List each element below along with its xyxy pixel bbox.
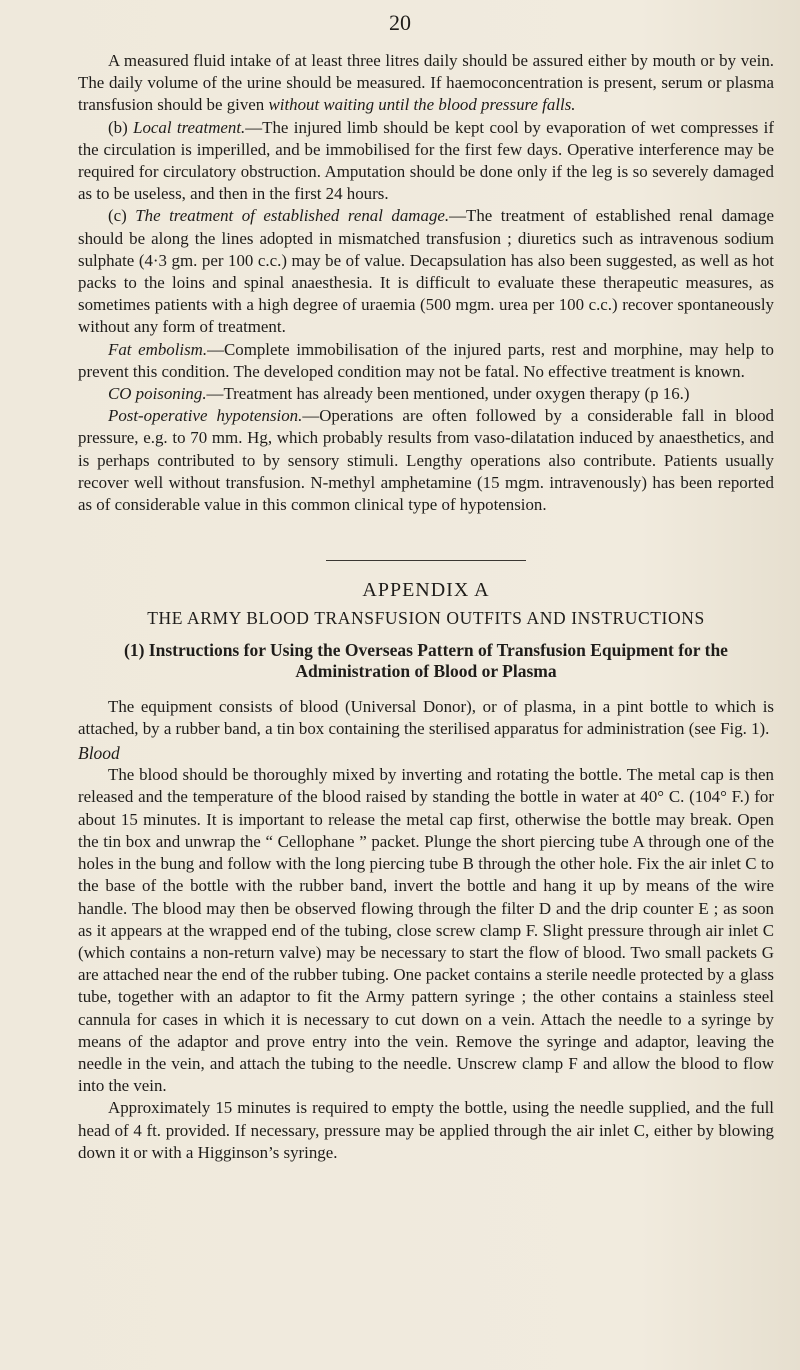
paragraph-renal-damage xyxy=(78,205,774,338)
paragraph-text: —The treatment of established renal damage should be along the lines adopted in mismatched transfusion ; diuretics such as intravenous sodium sulphate (4·3 gm. per 100 c.c.) may be of value. Decapsulation has also been suggested, as well as hot packs to the loins and spinal anaesthesia. It is difficult to evaluate these therapeutic measures, as sometimes patients with a high degree of uraemia (500 mgm. urea per 100 c.c.) recover spontaneously without any form of treatment. xyxy=(78,206,774,337)
paragraph-text: —Complete immobilisation of the injured parts, rest and morphine, may help to prevent this condition. The developed condition may not be fatal. No effective treatment is known. xyxy=(78,339,774,381)
paragraph-blood-timing: Approximately 15 minutes is required to empty the bottle, using the needle supplied, and the full head of 4 ft. provided. If necessary, pressure may be applied through the air inlet C, either by blowing down it or with a Higginson’s syringe. xyxy=(78,1098,774,1162)
paragraph-fat-embolism xyxy=(78,339,774,383)
paragraph-label: (c) xyxy=(108,206,127,226)
blood-subheading: Blood xyxy=(78,743,120,764)
body-text xyxy=(78,50,774,1164)
paragraph-text: —Operations are often followed by a considerable fall in blood pressure, e.g. to 70 mm. Hg, which probably results from vaso-dilatation induced by anaesthetics, and is perhaps contributed to by sensory stimuli. Lengthy operations also contribute. Patients usually recover well without transfusion. N-methyl amphetamine (15 mgm. intravenously) has been reported as of considerable value in this common clinical type of hypotension. xyxy=(78,406,774,515)
paragraph-text: —The injured limb should be kept cool by evaporation of wet compresses if the circulation is imperilled, and be immobilised for the first few days. Operative interference may be required for circulatory obstruction. Amputation should be done only if the leg is so severely damaged as to be useless, and then in the first 24 hours. xyxy=(78,117,774,204)
instructions-heading: (1) Instructions for Using the Overseas Pattern of Transfusion Equipment for the Administration of Blood or Plasma xyxy=(124,639,728,681)
paragraph-co-poisoning xyxy=(78,383,774,405)
page-number: 20 xyxy=(389,10,411,35)
paragraph-local-treatment xyxy=(78,117,774,206)
section-divider xyxy=(326,560,526,561)
paragraph-label: (b) xyxy=(108,117,128,137)
paragraph-heading: The treatment of established renal damage. xyxy=(135,206,450,226)
paragraph-italic: without waiting until the blood pressure falls. xyxy=(268,95,576,115)
paragraph-hypotension xyxy=(78,405,774,516)
paragraph-heading: Post-operative hypotension. xyxy=(108,406,303,426)
paragraph-blood-instructions: The blood should be thoroughly mixed by inverting and rotating the bottle. The metal cap is then released and the temperature of the blood raised by standing the bottle in water at 40° C. (104° F.) for about 15 minutes. It is important to release the metal cap first, otherwise the bottle may break. Open the tin box and unwrap the “ Cellophane ” packet. Plunge the short piercing tube A through one of the holes in the bung and follow with the long piercing tube B through the other hole. Fix the air inlet C to the base of the bottle with the rubber band, invert the bottle and hang it up by means of the wire handle. The blood may then be observed flowing through the filter D and the drip counter E ; as soon as it appears at the wrapped end of the tubing, close screw clamp F. Slight pressure through air inlet C (which contains a non-return valve) may be necessary to start the flow of blood. Two small packets G are attached near the end of the rubber tubing. One packet contains a sterile needle protected by a glass tube, together with an adaptor to fit the Army pattern syringe ; the other contains a stainless steel cannula for cases in which it is necessary to cut down on a vein. Attach the needle to a syringe by means of the adaptor and prove entry into the vein. Remove the syringe and adaptor, leaving the needle in the vein, and attach the tubing to the needle. Unscrew clamp F and allow the blood to flow into the vein. xyxy=(78,765,774,1096)
paragraph-heading: Local treatment. xyxy=(133,117,246,137)
paragraph-equipment: The equipment consists of blood (Universal Donor), or of plasma, in a pint bottle to which is attached, by a rubber band, a tin box containing the sterilised apparatus for administration (see Fig. 1). xyxy=(78,696,774,738)
paragraph-heading: Fat embolism. xyxy=(108,339,208,359)
appendix-subtitle: THE ARMY BLOOD TRANSFUSION OUTFITS AND INSTRUCTIONS xyxy=(147,608,705,629)
paragraph-heading: CO poisoning. xyxy=(108,384,207,404)
appendix-title: APPENDIX A xyxy=(362,579,490,602)
paragraph-fluid-intake xyxy=(78,50,774,117)
paragraph-text: —Treatment has already been mentioned, under oxygen therapy (p 16.) xyxy=(206,384,690,404)
paragraph-text: A measured fluid intake of at least three litres daily should be assured either by mouth or by vein. The daily volume of the urine should be measured. If haemoconcentration is present, serum or plasma transfusion should be given xyxy=(78,51,774,115)
